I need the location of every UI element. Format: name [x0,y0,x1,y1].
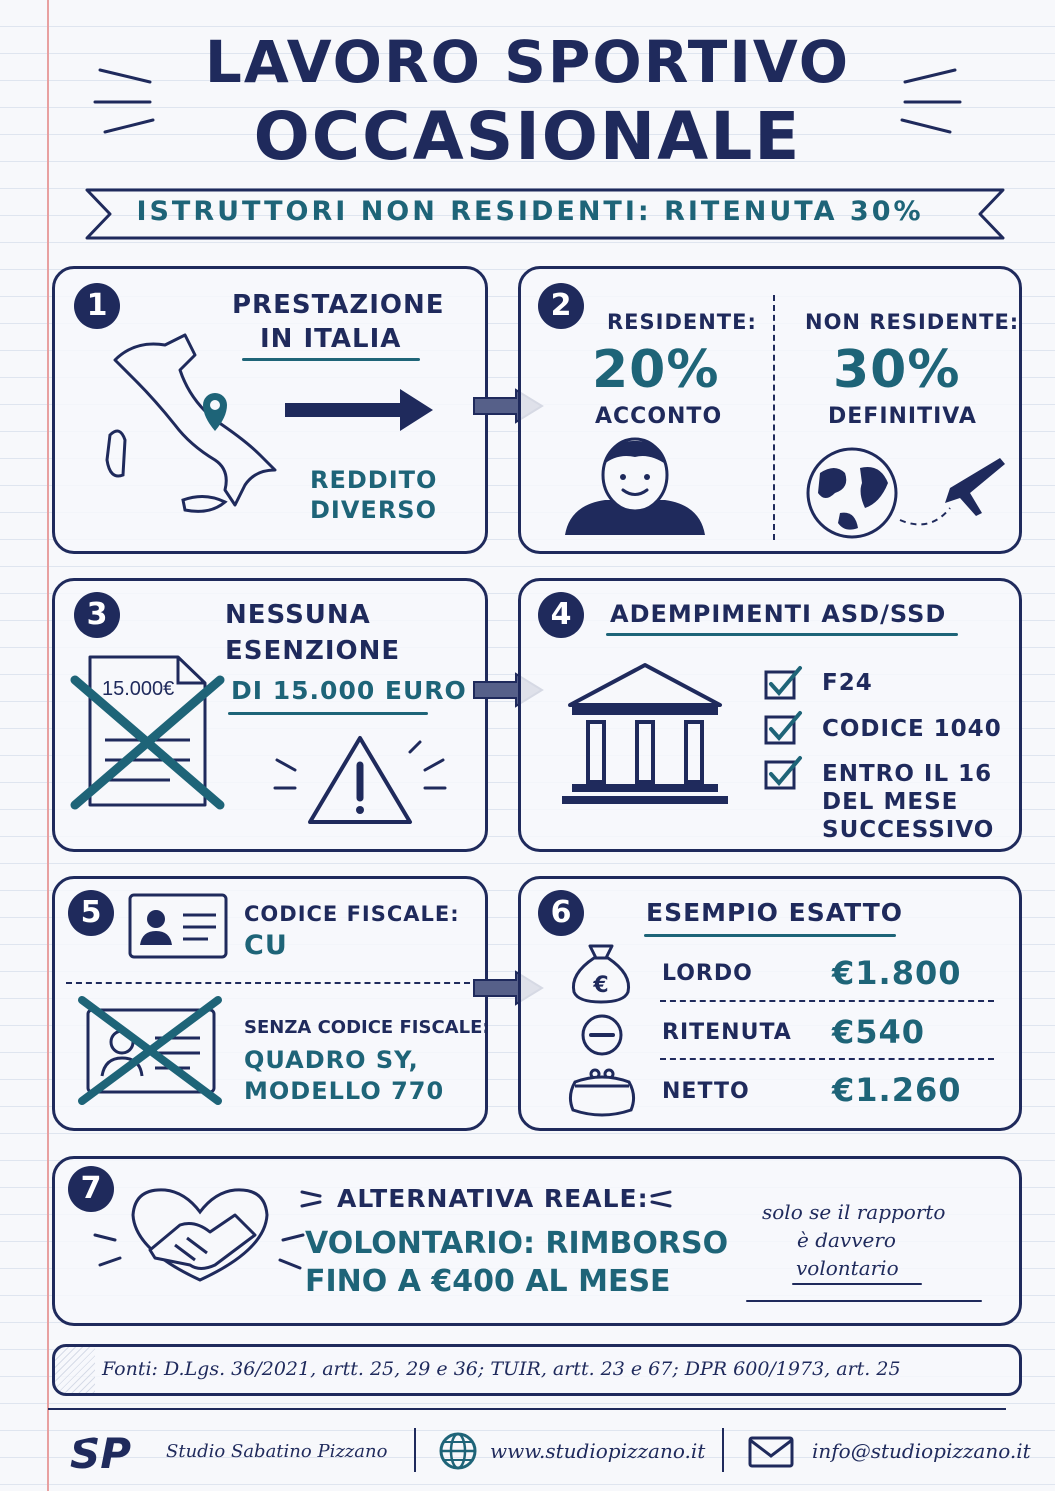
footer-studio-name: Studio Sabatino Pizzano [166,1441,388,1462]
section-5-top-label: CODICE FISCALE: [244,902,460,926]
title-line-1: LAVORO SPORTIVO [204,28,851,96]
section-5-number: 5 [68,890,114,936]
bank-building-icon [560,660,730,810]
example-row-3-value: €1.260 [832,1071,962,1109]
minus-circle-icon [578,1013,626,1057]
handshake-heart-icon [95,1180,305,1290]
globe-icon[interactable] [438,1431,478,1471]
arrow-right-icon [285,385,435,435]
section-1-note-2: DIVERSO [310,496,437,524]
section-7-line-1: VOLONTARIO: RIMBORSO [305,1226,729,1261]
notebook-margin-line [47,0,49,1491]
sources-text: Fonti: D.Lgs. 36/2021, artt. 25, 29 e 36; TUIR, artt. 23 e 67; DPR 600/1973, art. 25 [102,1358,901,1380]
globe-plane-icon [800,448,1010,538]
example-row-divider-2 [660,1058,994,1060]
section-7-title: ALTERNATIVA REALE: [337,1184,649,1213]
coin-purse-icon [565,1066,639,1118]
adempimento-item-3: ENTRO IL 16 [822,761,993,787]
section-4-underline [606,633,958,636]
section-2-divider [773,295,775,540]
svg-text:€: € [593,973,609,998]
section-5-bottom-value-2: MODELLO 770 [244,1077,445,1105]
person-icon [565,435,705,540]
example-row-1-value: €1.800 [832,954,962,992]
checkbox-icon-1 [764,666,804,700]
section-3-title-3: DI 15.000 EURO [231,676,467,705]
id-card-crossed-icon [80,998,220,1103]
checkbox-icon-3 [764,756,804,790]
section-5-bottom-value-1: QUADRO SY, [244,1046,419,1074]
money-bag-icon [568,942,634,1004]
section-2-right-value: 30% [833,340,961,400]
adempimento-item-5: SUCCESSIVO [822,817,995,843]
section-7-note-1: solo se il rapporto [762,1200,946,1224]
section-2-left-value: 20% [592,340,720,400]
section-7-note-3: volontario [796,1256,899,1280]
section-2-left-sub: ACCONTO [595,404,723,429]
section-3-title-2: ESENZIONE [225,636,401,666]
section-2-right-label: NON RESIDENTE: [805,310,1020,334]
section-3-number: 3 [74,592,120,638]
section-5-top-value: CU [244,930,288,961]
footer-separator-2 [722,1428,724,1472]
footer-separator-1 [414,1428,416,1472]
section-6-title: ESEMPIO ESATTO [646,898,904,927]
section-1-number: 1 [74,283,120,329]
section-2-right-sub: DEFINITIVA [828,404,977,429]
title-line-2: OCCASIONALE [253,98,802,175]
adempimento-item-1: F24 [822,670,873,696]
adempimento-item-2: CODICE 1040 [822,716,1002,742]
id-card-icon [128,893,228,959]
section-5-divider [66,982,470,984]
svg-text:SP: SP [70,1429,132,1478]
example-row-divider-1 [660,1000,994,1002]
footer-website-link[interactable]: www.studiopizzano.it [490,1439,706,1463]
section-6-number: 6 [538,890,584,936]
warning-icon [275,730,445,830]
section-2-left-label: RESIDENTE: [607,310,757,334]
section-7-line-2: FINO A €400 AL MESE [305,1264,671,1299]
sp-logo-icon [68,1428,152,1478]
section-4-number: 4 [538,592,584,638]
title-deco-right [646,1186,676,1212]
example-row-3-label: NETTO [662,1079,750,1104]
section-1-title-1: PRESTAZIONE [232,290,445,320]
section-7-note-underline-2 [746,1300,982,1302]
section-3-title-1: NESSUNA [225,600,371,630]
section-1-title-2: IN ITALIA [260,324,402,354]
example-row-2-value: €540 [832,1013,926,1051]
footer-divider [48,1408,1006,1410]
section-2-number: 2 [538,283,584,329]
section-4-title: ADEMPIMENTI ASD/SSD [610,600,947,628]
section-3-underline [228,712,428,715]
title-deco-left [298,1186,328,1212]
example-row-1-label: LORDO [662,961,753,986]
section-5-bottom-label: SENZA CODICE FISCALE: [244,1017,490,1038]
ribbon-text: ISTRUTTORI NON RESIDENTI: RITENUTA 30% [136,196,924,227]
italy-map-icon [95,320,295,520]
section-7-number: 7 [68,1166,114,1212]
section-7-note-2: è davvero [797,1228,896,1252]
checkbox-icon-2 [764,711,804,745]
section-7-note-underline-1 [792,1283,922,1285]
footer-email-link[interactable]: info@studiopizzano.it [812,1439,1031,1463]
mail-icon[interactable] [748,1436,794,1468]
section-6-underline [644,934,896,937]
example-row-2-label: RITENUTA [662,1020,792,1045]
document-amount: 15.000€ [102,678,175,700]
adempimento-item-4: DEL MESE [822,789,959,815]
section-1-note-1: REDDITO [310,466,438,494]
